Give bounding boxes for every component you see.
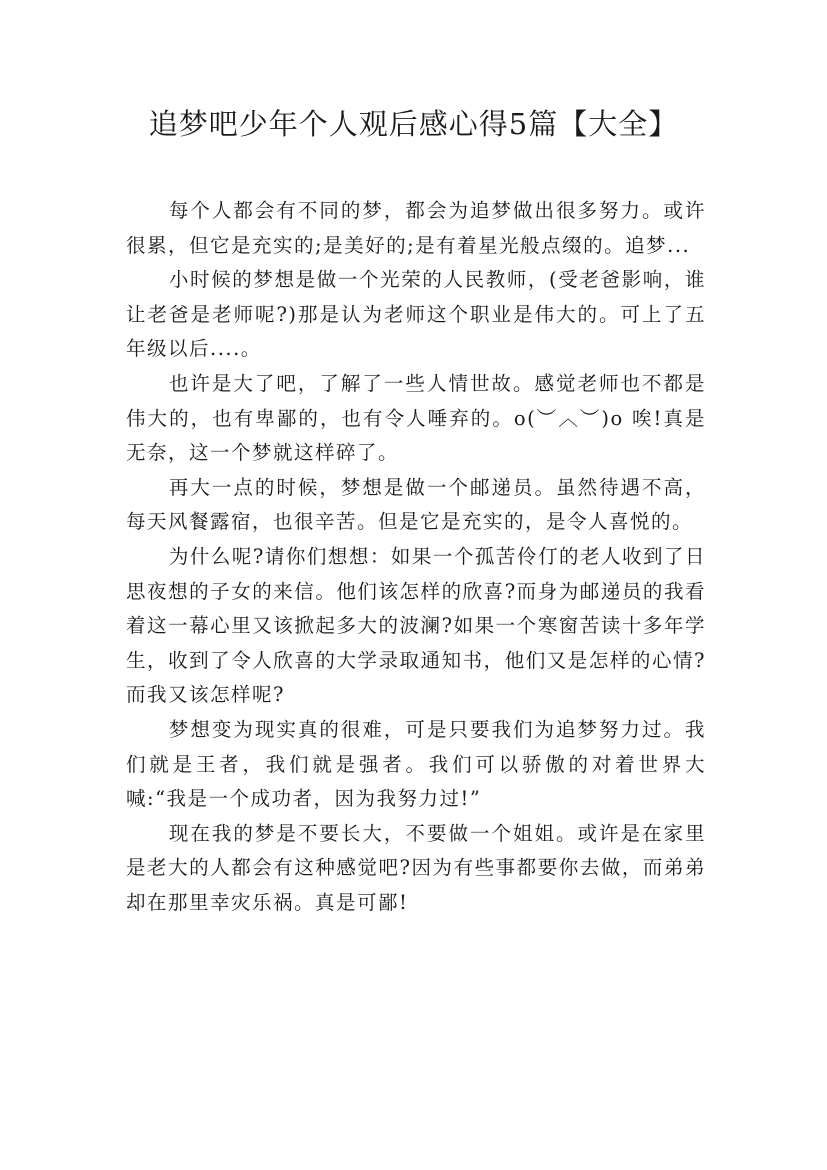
- paragraph: 也许是大了吧，了解了一些人情世故。感觉老师也不都是伟大的，也有卑鄙的，也有令人唾弃的。o(︶︿︶)o 唉!真是无奈，这一个梦就这样碎了。: [126, 371, 706, 465]
- paragraph: 小时候的梦想是做一个光荣的人民教师，(受老爸影响，谁让老爸是老师呢?)那是认为老师这个职业是伟大的。可上了五年级以后....。: [126, 268, 706, 361]
- document-title: 追梦吧少年个人观后感心得5篇【大全】: [148, 107, 679, 141]
- document-body: [126, 194, 706, 920]
- paragraph: 现在我的梦是不要长大，不要做一个姐姐。或许是在家里是老大的人都会有这种感觉吧?因为有些事都要你去做，而弟弟却在那里幸灾乐祸。真是可鄙!: [126, 821, 706, 914]
- paragraph: 每个人都会有不同的梦，都会为追梦做出很多努力。或许很累，但它是充实的;是美好的;是有着星光般点缀的。追梦...: [126, 199, 706, 257]
- paragraph: 为什么呢?请你们想想：如果一个孤苦伶仃的老人收到了日思夜想的子女的来信。他们该怎样的欣喜?而身为邮递员的我看着这一幕心里又该掀起多大的波澜?如果一个寒窗苦读十多年学生，收到了令人欣喜的大学录取通知书，他们又是怎样的心情?而我又该怎样呢?: [126, 544, 706, 707]
- paragraph: 再大一点的时候，梦想是做一个邮递员。虽然待遇不高，每天风餐露宿，也很辛苦。但是它是充实的，是令人喜悦的。: [126, 475, 706, 534]
- paragraph: 梦想变为现实真的很难，可是只要我们为追梦努力过。我们就是王者，我们就是强者。我们可以骄傲的对着世界大喊:“我是一个成功者，因为我努力过!”: [126, 717, 706, 811]
